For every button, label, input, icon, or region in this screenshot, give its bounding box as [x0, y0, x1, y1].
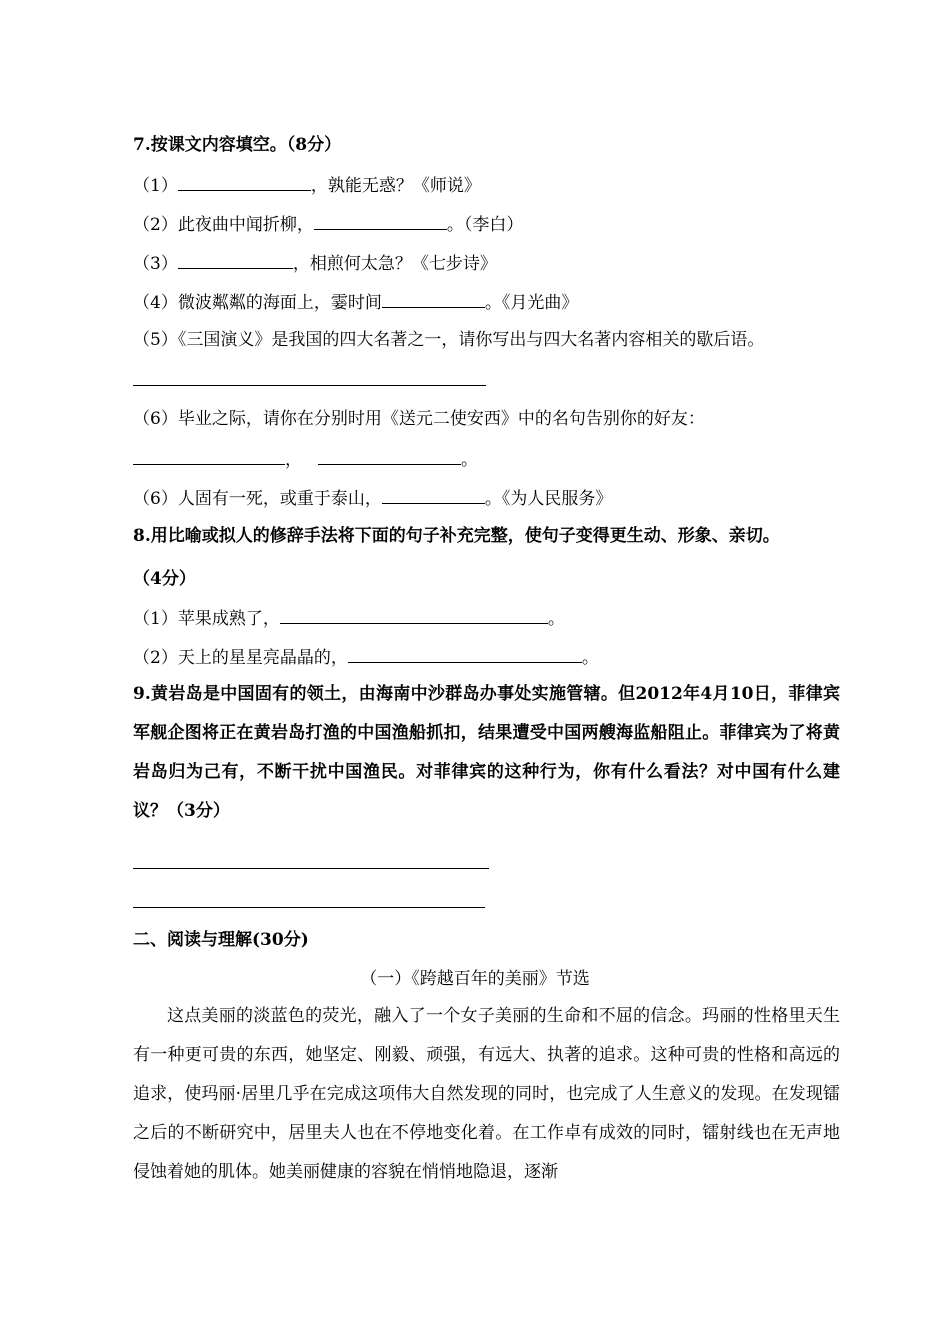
- item-text: 天上的星星亮晶晶的，: [177, 648, 348, 668]
- item-number: （6）: [133, 489, 178, 509]
- q7-item-1: [133, 172, 481, 198]
- item-text: 。《为人民服务》: [484, 489, 613, 509]
- answer-blank[interactable]: [348, 644, 582, 663]
- item-number: （4）: [133, 293, 178, 313]
- passage-paragraph: 这点美丽的淡蓝色的荧光，融入了一个女子美丽的生命和不屈的信念。玛丽的性格里天生有一种更可贵的东西，她坚定、刚毅、顽强，有远大、执著的追求。这种可贵的性格和高远的追求，使玛丽·居里几乎在完成这项伟大自然发现的同时，也完成了人生意义的发现。在发现镭之后的不断研究中，居里夫人也在不停地变化着。在工作卓有成效的同时，镭射线也在无声地侵蚀着她的肌体。她美丽健康的容貌在悄悄地隐退，逐渐: [133, 1006, 840, 1182]
- item-text: 微波粼粼的海面上，霎时间: [177, 293, 382, 313]
- q7-item-2: [133, 211, 523, 237]
- item-text: 毕业之际，请你在分别时用《送元二使安西》中的名句告别你的好友：: [177, 409, 705, 429]
- item-number: （2）: [133, 648, 178, 668]
- answer-blank[interactable]: [382, 289, 485, 308]
- q7-title: 7.按课文内容填空。（8分）: [133, 135, 342, 155]
- answer-blank[interactable]: [280, 605, 548, 624]
- answer-blank[interactable]: [178, 172, 311, 191]
- answer-line[interactable]: [133, 868, 489, 869]
- q7-item-3: [133, 250, 497, 276]
- item-text: ，孰能无惑？《师说》: [310, 176, 481, 196]
- passage-title: （一）《跨越百年的美丽》节选: [360, 969, 590, 989]
- item-number: （2）: [133, 215, 178, 235]
- answer-blank[interactable]: [382, 485, 485, 504]
- q7-item-6: [133, 407, 705, 431]
- item-text: 。《月光曲》: [484, 293, 579, 313]
- answer-blank[interactable]: [318, 446, 461, 465]
- item-number: （3）: [133, 254, 178, 274]
- item-text: 《三国演义》是我国的四大名著之一，请你写出与四大名著内容相关的歇后语。: [177, 330, 765, 350]
- q8-item-1: [133, 605, 565, 631]
- answer-line[interactable]: [133, 907, 485, 908]
- item-number: （5）: [133, 330, 178, 350]
- q8-item-2: [133, 644, 599, 670]
- q8-title: 8.用比喻或拟人的修辞手法将下面的句子补充完整，使句子变得更生动、形象、亲切。: [133, 526, 780, 546]
- answer-blank[interactable]: [178, 250, 293, 269]
- item-text: 。: [547, 609, 565, 629]
- item-end: 。: [461, 450, 478, 470]
- item-number: （1）: [133, 609, 178, 629]
- answer-line[interactable]: [133, 385, 486, 386]
- item-text: 人固有一死，或重于泰山，: [177, 489, 382, 509]
- item-number: （6）: [133, 409, 178, 429]
- answer-blank[interactable]: [314, 211, 447, 230]
- q7-item-6-blanks: [133, 446, 478, 472]
- item-number: （1）: [133, 176, 178, 196]
- q9-question: 9.黄岩岛是中国固有的领土，由海南中沙群岛办事处实施管辖。但2012年4月10日，菲律宾军舰企图将正在黄岩岛打渔的中国渔船抓扣，结果遭受中国两艘海监船阻止。菲律宾为了将黄岩岛归为己有，不断干扰中国渔民。对菲律宾的这种行为，你有什么看法？对中国有什么建议？（3分）: [133, 684, 840, 821]
- q8-score: （4分）: [133, 569, 196, 589]
- q7-item-4: [133, 289, 578, 315]
- answer-blank[interactable]: [133, 446, 285, 465]
- q7-item-5: [133, 328, 764, 352]
- item-text: ，相煎何太急？《七步诗》: [292, 254, 497, 274]
- item-text: 此夜曲中闻折柳，: [177, 215, 314, 235]
- q7-item-7: [133, 485, 612, 511]
- item-text: 。: [581, 648, 599, 668]
- item-text: 。（李白）: [446, 215, 524, 235]
- section-heading: 二、阅读与理解(30分): [133, 930, 309, 950]
- item-separator: ，: [285, 450, 302, 470]
- item-text: 苹果成熟了，: [177, 609, 280, 629]
